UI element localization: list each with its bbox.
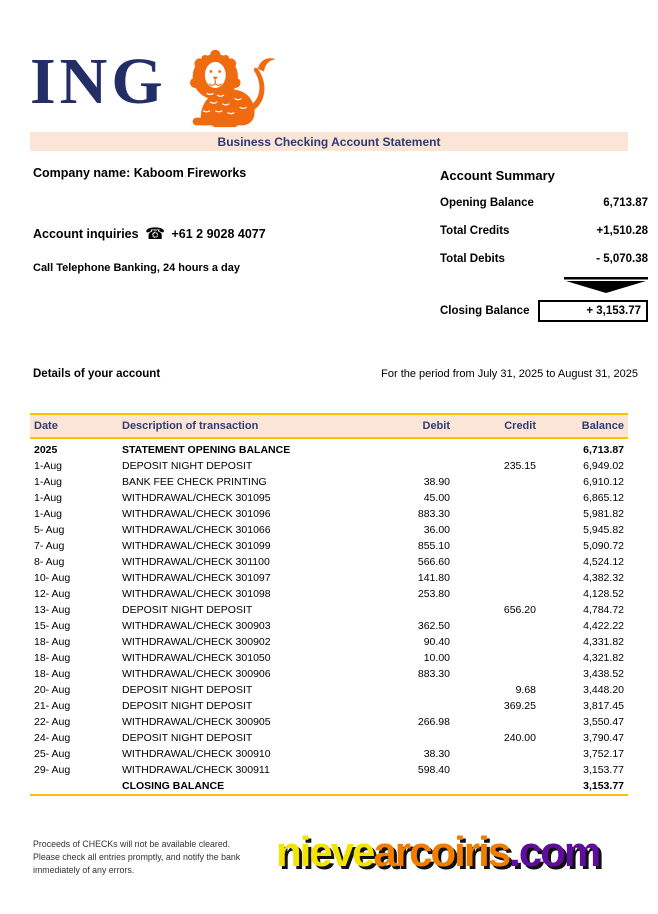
total-credits-label: Total Credits [440, 225, 510, 237]
phone-number: +61 2 9028 4077 [171, 227, 266, 241]
summary-row-opening [440, 197, 648, 209]
summary-row-debits [440, 253, 648, 265]
opening-balance-value: 6,713.87 [603, 197, 648, 209]
watermark-part-2: arcoiris [373, 828, 510, 875]
total-credits-value: +1,510.28 [596, 225, 648, 237]
table-row: 7- Aug WITHDRAWAL/CHECK 301099 855.10 5,090.72 [34, 540, 624, 552]
table-row: 12- Aug WITHDRAWAL/CHECK 301098 253.80 4,128.52 [34, 588, 624, 600]
summary-row-credits [440, 225, 648, 237]
account-inquiries-line [33, 224, 266, 244]
account-inquiries-label: Account inquiries [33, 227, 139, 241]
phone-icon: ☎ [145, 226, 165, 243]
col-header-balance: Balance [540, 414, 628, 438]
table-row: 8- Aug WITHDRAWAL/CHECK 301100 566.60 4,524.12 [34, 556, 624, 568]
col-header-date: Date [30, 414, 118, 438]
statement-title-band [30, 132, 628, 151]
table-row: 18- Aug WITHDRAWAL/CHECK 300906 883.30 3,438.52 [34, 668, 624, 680]
watermark-part-3: .com [509, 828, 600, 875]
closing-balance-label: Closing Balance [440, 305, 530, 317]
account-summary [440, 168, 648, 322]
table-row: CLOSING BALANCE 3,153.77 [122, 780, 624, 792]
table-row: 20- Aug DEPOSIT NIGHT DEPOSIT 9.68 3,448.20 [34, 684, 624, 696]
table-row: 29- Aug WITHDRAWAL/CHECK 300911 598.40 3,153.77 [34, 764, 624, 776]
table-header-row [30, 414, 628, 438]
table-row: 1-Aug WITHDRAWAL/CHECK 301096 883.30 5,981.82 [34, 508, 624, 520]
transaction-rows [30, 438, 628, 795]
table-row: 5- Aug WITHDRAWAL/CHECK 301066 36.00 5,945.82 [34, 524, 624, 536]
table-row: 25- Aug WITHDRAWAL/CHECK 300910 38.30 3,752.17 [34, 748, 624, 760]
total-debits-value: - 5,070.38 [596, 253, 648, 265]
lion-icon [170, 48, 278, 128]
table-row: 2025 STATEMENT OPENING BALANCE 6,713.87 [34, 444, 624, 456]
table-row: 15- Aug WITHDRAWAL/CHECK 300903 362.50 4,422.22 [34, 620, 624, 632]
telephone-banking-note: Call Telephone Banking, 24 hours a day [33, 262, 241, 274]
transactions-table [30, 413, 628, 796]
table-row: 10- Aug WITHDRAWAL/CHECK 301097 141.80 4,382.32 [34, 572, 624, 584]
watermark-part-1: nieve [276, 828, 374, 875]
company-name: Company name: Kaboom Fireworks [33, 166, 247, 180]
ing-logo [30, 46, 290, 128]
details-line [33, 368, 638, 380]
total-debits-label: Total Debits [440, 253, 505, 265]
table-row: 21- Aug DEPOSIT NIGHT DEPOSIT 369.25 3,817.45 [34, 700, 624, 712]
table-row: 18- Aug WITHDRAWAL/CHECK 301050 10.00 4,321.82 [34, 652, 624, 664]
table-row: 1-Aug DEPOSIT NIGHT DEPOSIT 235.15 6,949.02 [34, 460, 624, 472]
table-row: 13- Aug DEPOSIT NIGHT DEPOSIT 656.20 4,784.72 [34, 604, 624, 616]
table-row: 18- Aug WITHDRAWAL/CHECK 300902 90.40 4,331.82 [34, 636, 624, 648]
watermark-logo [276, 828, 599, 876]
footer-notice: Proceeds of CHECKs will not be available cleared. Please check all entries promptly, and notify the bank immediately of any errors. [33, 839, 241, 875]
closing-balance-value: + 3,153.77 [538, 300, 648, 322]
down-arrow-icon [564, 277, 648, 294]
statement-period: For the period from July 31, 2025 to August 31, 2025 [381, 368, 638, 380]
details-heading: Details of your account [33, 368, 161, 380]
table-row: 1-Aug BANK FEE CHECK PRINTING 38.90 6,910.12 [34, 476, 624, 488]
statement-title: Business Checking Account Statement [217, 134, 441, 149]
opening-balance-label: Opening Balance [440, 197, 534, 209]
account-summary-title: Account Summary [440, 168, 555, 183]
summary-divider [440, 277, 648, 294]
ing-wordmark: ING [30, 45, 167, 118]
col-header-description: Description of transaction [118, 414, 358, 438]
table-row: 24- Aug DEPOSIT NIGHT DEPOSIT 240.00 3,790.47 [34, 732, 624, 744]
summary-row-closing [440, 300, 648, 322]
col-header-credit: Credit [454, 414, 540, 438]
col-header-debit: Debit [358, 414, 454, 438]
table-row: 1-Aug WITHDRAWAL/CHECK 301095 45.00 6,865.12 [34, 492, 624, 504]
table-row: 22- Aug WITHDRAWAL/CHECK 300905 266.98 3,550.47 [34, 716, 624, 728]
